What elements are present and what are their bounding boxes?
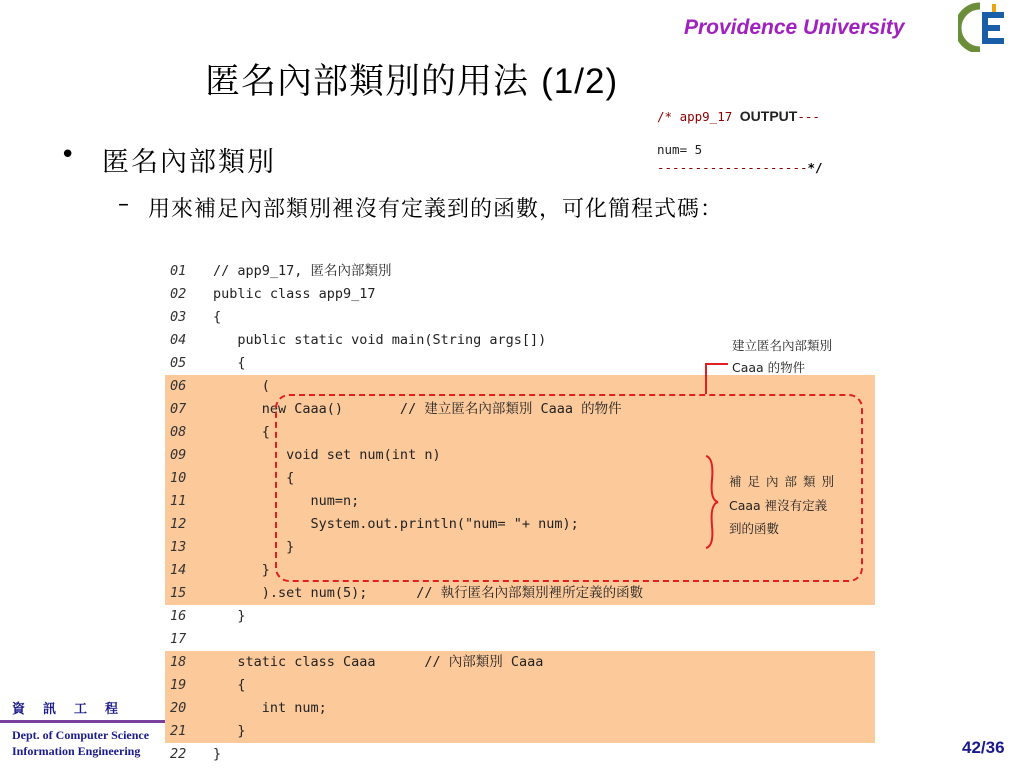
page-title [205, 54, 618, 104]
code-line [165, 306, 875, 329]
output-line-3: --------------------*/ [657, 160, 823, 175]
line-code: } [213, 723, 246, 739]
line-code: { [213, 470, 295, 486]
line-code: void set num(int n) [213, 447, 441, 463]
line-number: 21 [170, 723, 187, 739]
line-number: 22 [170, 746, 187, 762]
line-number: 13 [170, 539, 187, 555]
line-code: { [213, 677, 246, 693]
footer-divider [0, 720, 165, 723]
line-code: public static void main(String args[]) [213, 332, 547, 348]
footer-info-english: Information Engineering [12, 744, 141, 758]
bullet-marker: • [60, 140, 76, 170]
line-number: 10 [170, 470, 187, 486]
line-code: // app9_17, 匿名內部類別 [213, 263, 392, 279]
line-code: System.out.println("num= "+ num); [213, 516, 579, 532]
line-number: 04 [170, 332, 187, 348]
line-code: int num; [213, 700, 327, 716]
annotation-supplement-3: 到的函數 [729, 521, 780, 536]
footer-dept-english: Dept. of Computer Science [12, 728, 150, 742]
line-number: 07 [170, 401, 187, 417]
line-number: 02 [170, 286, 187, 302]
output-line-2: num= 5 [657, 142, 703, 157]
line-number: 05 [170, 355, 187, 371]
annotation-supplement-2: Caaa 裡沒有定義 [729, 498, 828, 513]
line-number: 12 [170, 516, 187, 532]
line-number: 06 [170, 378, 187, 394]
line-number: 08 [170, 424, 187, 440]
annotation-supplement-1: 補足內部類別 [729, 474, 841, 489]
code-line [165, 582, 875, 605]
code-line [165, 651, 875, 674]
line-number: 16 [170, 608, 187, 624]
annotation-create-object-2: Caaa 的物件 [732, 360, 806, 375]
bullet-item-1: 匿名內部類別 [102, 147, 276, 178]
annotation-create-object-1: 建立匿名內部類別 [732, 338, 833, 353]
line-code: } [213, 746, 222, 762]
line-code: } [213, 539, 295, 555]
line-code: public class app9_17 [213, 286, 376, 302]
line-number: 19 [170, 677, 187, 693]
line-number: 11 [170, 493, 187, 509]
title-part: (1/2) [541, 62, 619, 101]
line-number: 14 [170, 562, 187, 578]
line-number: 09 [170, 447, 187, 463]
code-line [165, 720, 875, 743]
university-logo [958, 2, 1016, 52]
title-text: 匿名內部類別的用法 [205, 62, 530, 102]
sub-bullet-item: 用來補足內部類別裡沒有定義到的函數，可化簡程式碼： [148, 197, 724, 222]
footer-dept-chinese: 資訊工程 [12, 702, 137, 717]
line-code: ).set num(5); // 執行匿名內部類別裡所定義的函數 [213, 585, 644, 601]
line-code: static class Caaa // 內部類別 Caaa [213, 654, 544, 670]
university-name: Providence University [684, 16, 905, 39]
line-number: 18 [170, 654, 187, 670]
code-line [165, 697, 875, 720]
code-line [165, 628, 875, 651]
code-line [165, 283, 875, 306]
line-number: 01 [170, 263, 187, 279]
line-code: } [213, 562, 270, 578]
line-code: ( [213, 378, 270, 394]
line-number: 20 [170, 700, 187, 716]
output-line-1: /* app9_17 OUTPUT--- [657, 108, 820, 124]
page-number: 42/36 [962, 738, 1005, 757]
line-code: { [213, 355, 246, 371]
line-number: 03 [170, 309, 187, 325]
line-number: 17 [170, 631, 187, 647]
line-code: { [213, 309, 222, 325]
line-code: } [213, 608, 246, 624]
sub-bullet-marker: – [118, 192, 129, 217]
annotation-brackets [690, 360, 730, 560]
line-code: new Caaa() // 建立匿名內部類別 Caaa 的物件 [213, 401, 622, 417]
line-code: { [213, 424, 270, 440]
line-number: 15 [170, 585, 187, 601]
code-line [165, 605, 875, 628]
code-line [165, 674, 875, 697]
line-code: num=n; [213, 493, 360, 509]
code-line [165, 743, 875, 766]
code-line [165, 260, 875, 283]
